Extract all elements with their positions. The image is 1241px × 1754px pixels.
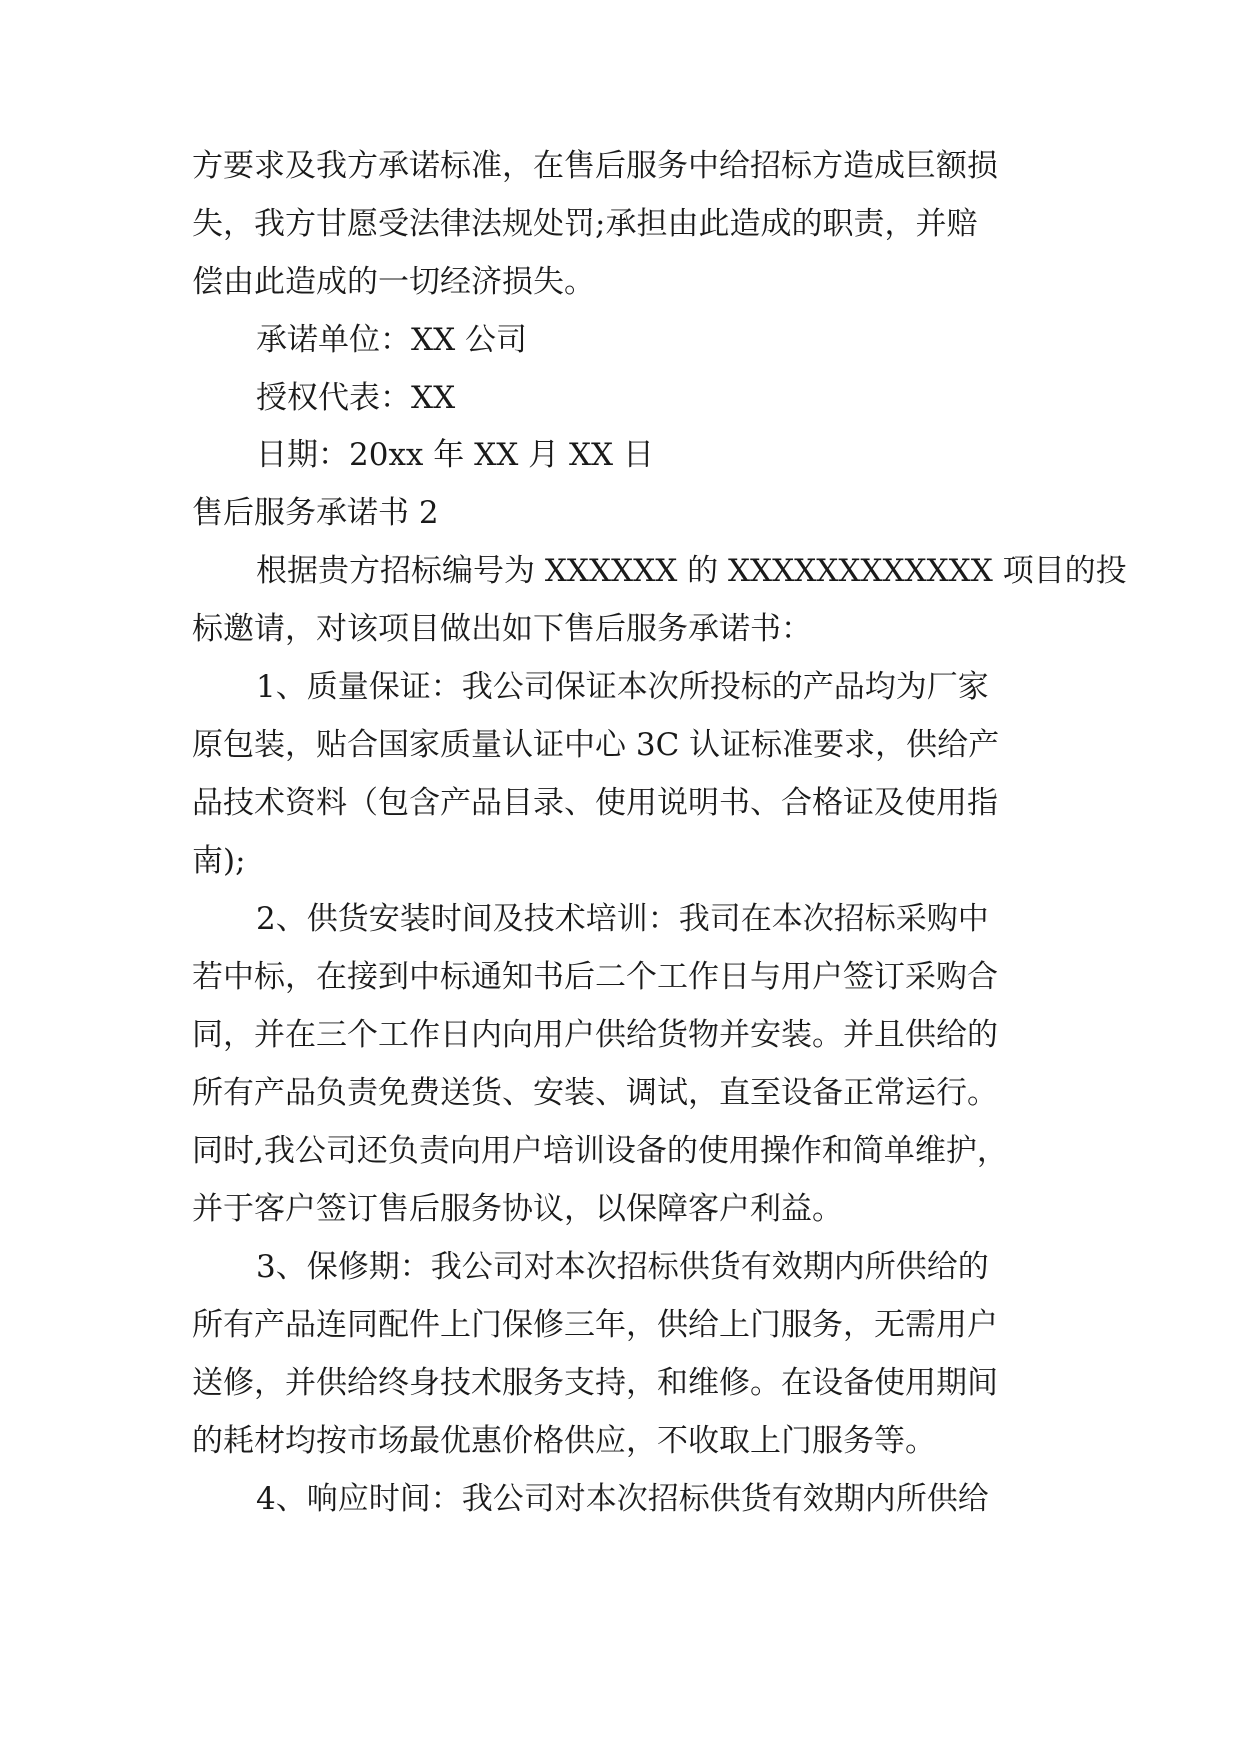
signature-unit: 承诺单位：XX 公司 [256, 322, 527, 358]
paragraph-line: 3、保修期：我公司对本次招标供货有效期内所供给的 [256, 1249, 989, 1285]
signature-date: 日期：20xx 年 XX 月 XX 日 [256, 437, 654, 473]
paragraph-line: 根据贵方招标编号为 XXXXXX 的 XXXXXXXXXXXX 项目的投 [256, 553, 1127, 589]
paragraph-line: 并于客户签订售后服务协议，以保障客户利益。 [192, 1191, 843, 1227]
paragraph-line: 方要求及我方承诺标准，在售后服务中给招标方造成巨额损 [192, 148, 998, 184]
paragraph-line: 2、供货安装时间及技术培训：我司在本次招标采购中 [256, 901, 989, 937]
paragraph-line: 送修，并供给终身技术服务支持，和维修。在设备使用期间 [192, 1365, 998, 1401]
paragraph-line: 南); [192, 843, 246, 879]
paragraph-line: 偿由此造成的一切经济损失。 [192, 264, 595, 300]
paragraph-line: 失，我方甘愿受法律法规处罚;承担由此造成的职责，并赔 [192, 206, 978, 242]
paragraph-line: 原包装，贴合国家质量认证中心 3C 认证标准要求，供给产 [192, 727, 1000, 763]
paragraph-line: 1、质量保证：我公司保证本次所投标的产品均为厂家 [256, 669, 989, 705]
paragraph-line: 标邀请，对该项目做出如下售后服务承诺书： [192, 611, 812, 647]
paragraph-line: 同，并在三个工作日内向用户供给货物并安装。并且供给的 [192, 1017, 998, 1053]
paragraph-line: 所有产品负责免费送货、安装、调试，直至设备正常运行。 [192, 1075, 998, 1111]
section-title: 售后服务承诺书 2 [192, 495, 439, 531]
paragraph-line: 的耗材均按市场最优惠价格供应，不收取上门服务等。 [192, 1423, 936, 1459]
paragraph-line: 若中标，在接到中标通知书后二个工作日与用户签订采购合 [192, 959, 998, 995]
paragraph-line: 所有产品连同配件上门保修三年，供给上门服务，无需用户 [192, 1307, 998, 1343]
signature-representative: 授权代表：XX [256, 380, 456, 416]
paragraph-line: 同时,我公司还负责向用户培训设备的使用操作和简单维护， [192, 1133, 1008, 1169]
paragraph-line: 4、响应时间：我公司对本次招标供货有效期内所供给 [256, 1481, 989, 1517]
paragraph-line: 品技术资料（包含产品目录、使用说明书、合格证及使用指 [192, 785, 998, 821]
